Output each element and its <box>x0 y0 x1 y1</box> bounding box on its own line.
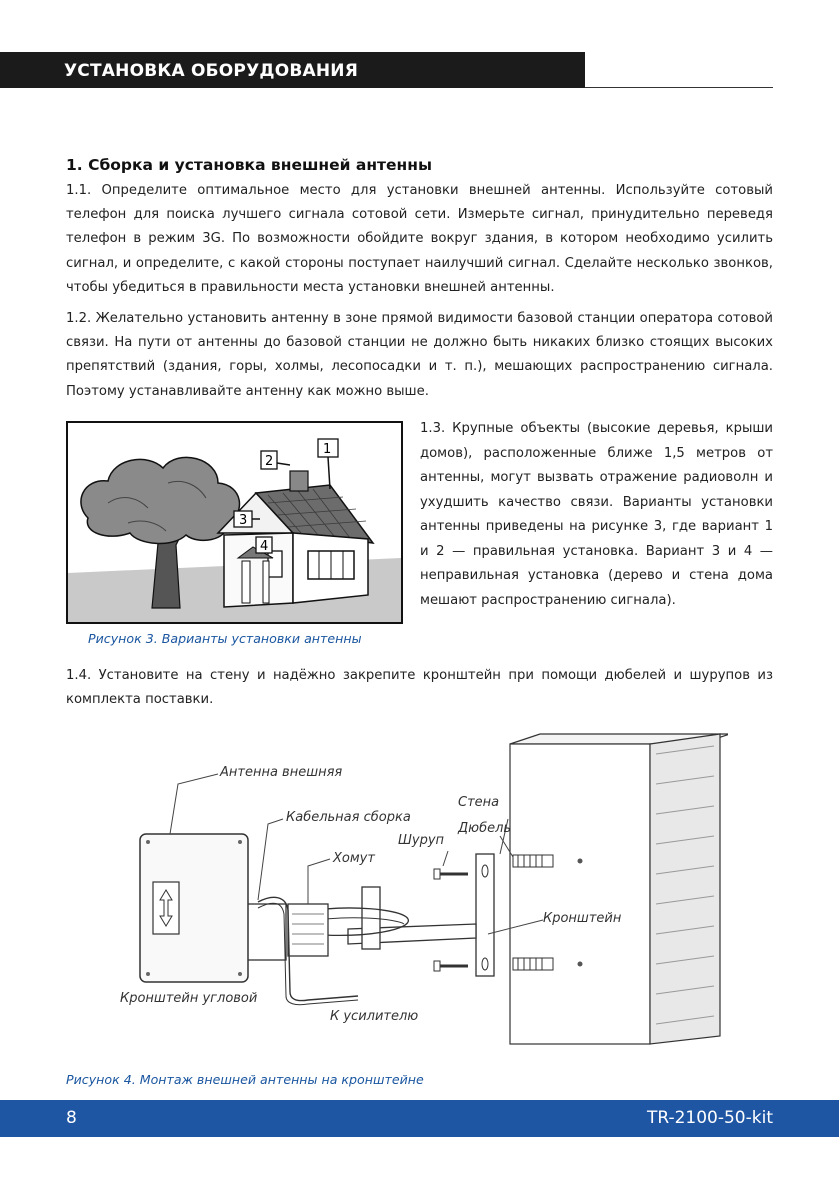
antenna-marker-4 <box>256 537 272 554</box>
screw-icon <box>434 869 468 971</box>
mounting-diagram <box>108 724 728 1069</box>
figure-3-illustration <box>66 421 403 624</box>
label-clamp: Хомут <box>333 851 375 866</box>
figure-3-caption: Рисунок 3. Варианты установки антенны <box>88 631 362 646</box>
chimney <box>290 471 308 491</box>
label-screw: Шуруп <box>398 833 445 848</box>
paragraph-1-1: 1.1. Определите оптимальное место для установки внешней антенны. Используйте сотовый телефон для поиска лучшего сигнала сотовой сети. Измерьте сигнал, принудительно переведя телефон в режим 3G. По возможности обойдите вокруг здания, в котором необходимо усилить сигнал, и определите, с какой стороны поступает наилучший сигнал. Сделайте несколько звонков, чтобы убедиться в правильности места установки внешней антенны. <box>66 183 773 295</box>
paragraph-1-2: 1.2. Желательно установить антенну в зоне прямой видимости базовой станции оператора сотовой связи. На пути от антенны до базовой станции не должно быть никаких близко стоящих высоких препятствий (здания, горы, холмы, лесопосадки и т. п.), мешающих распространению сигнала. Поэтому устанавливайте антенну как можно выше. <box>66 311 773 399</box>
section-title: 1. Сборка и установка внешней антенны <box>66 156 432 174</box>
figure-4-illustration <box>108 724 728 1069</box>
label-dowel: Дюбель <box>458 821 512 836</box>
house-icon <box>218 471 373 607</box>
bracket-icon <box>348 854 494 976</box>
antenna-marker-1 <box>318 439 338 489</box>
footer-bar <box>0 1100 839 1137</box>
header-rule <box>585 87 773 88</box>
label-bracket: Кронштейн <box>543 911 622 926</box>
label-antenna: Антенна внешняя <box>220 765 343 780</box>
svg-text:4: 4 <box>260 539 269 554</box>
leader-clamp <box>308 859 330 904</box>
leader-antenna <box>170 774 218 834</box>
header-bar <box>0 52 585 88</box>
svg-text:3: 3 <box>239 513 248 528</box>
label-to-amp: К усилителю <box>330 1009 419 1024</box>
paragraph-1-3: 1.3. Крупные объекты (высокие деревья, крыши домов), расположенные ближе 1,5 метров от антенны, могут вызвать отражение радиоволн и ухудшить качество связи. Варианты установки антенны приведены на рисунке 3, где вариант 1 и 2 — правильная установка. Вариант 3 и 4 — неправильная установка (дерево и стена дома мешают распространению сигнала). <box>420 421 773 608</box>
page-number: 8 <box>66 1108 77 1128</box>
wall <box>510 734 728 1044</box>
figure-4-caption: Рисунок 4. Монтаж внешней антенны на кронштейне <box>66 1072 424 1087</box>
leader-cable <box>258 819 283 900</box>
model-name: TR-2100-50-kit <box>646 1108 773 1128</box>
antenna-marker-2 <box>261 451 290 469</box>
antenna-panel-icon <box>140 834 248 982</box>
paragraph-1-4: 1.4. Установите на стену и надёжно закрепите кронштейн при помощи дюбелей и шурупов из комплекта поставки. <box>66 668 773 708</box>
leader-screw <box>443 851 448 866</box>
svg-text:2: 2 <box>265 454 274 469</box>
window-small <box>268 551 282 577</box>
house-tree-illustration <box>68 423 401 622</box>
label-cable: Кабельная сборка <box>286 810 411 825</box>
header-title: УСТАНОВКА ОБОРУДОВАНИЯ <box>64 61 359 81</box>
label-wall: Стена <box>458 795 500 810</box>
svg-text:1: 1 <box>323 442 332 457</box>
label-corner-bracket: Кронштейн угловой <box>120 991 258 1006</box>
